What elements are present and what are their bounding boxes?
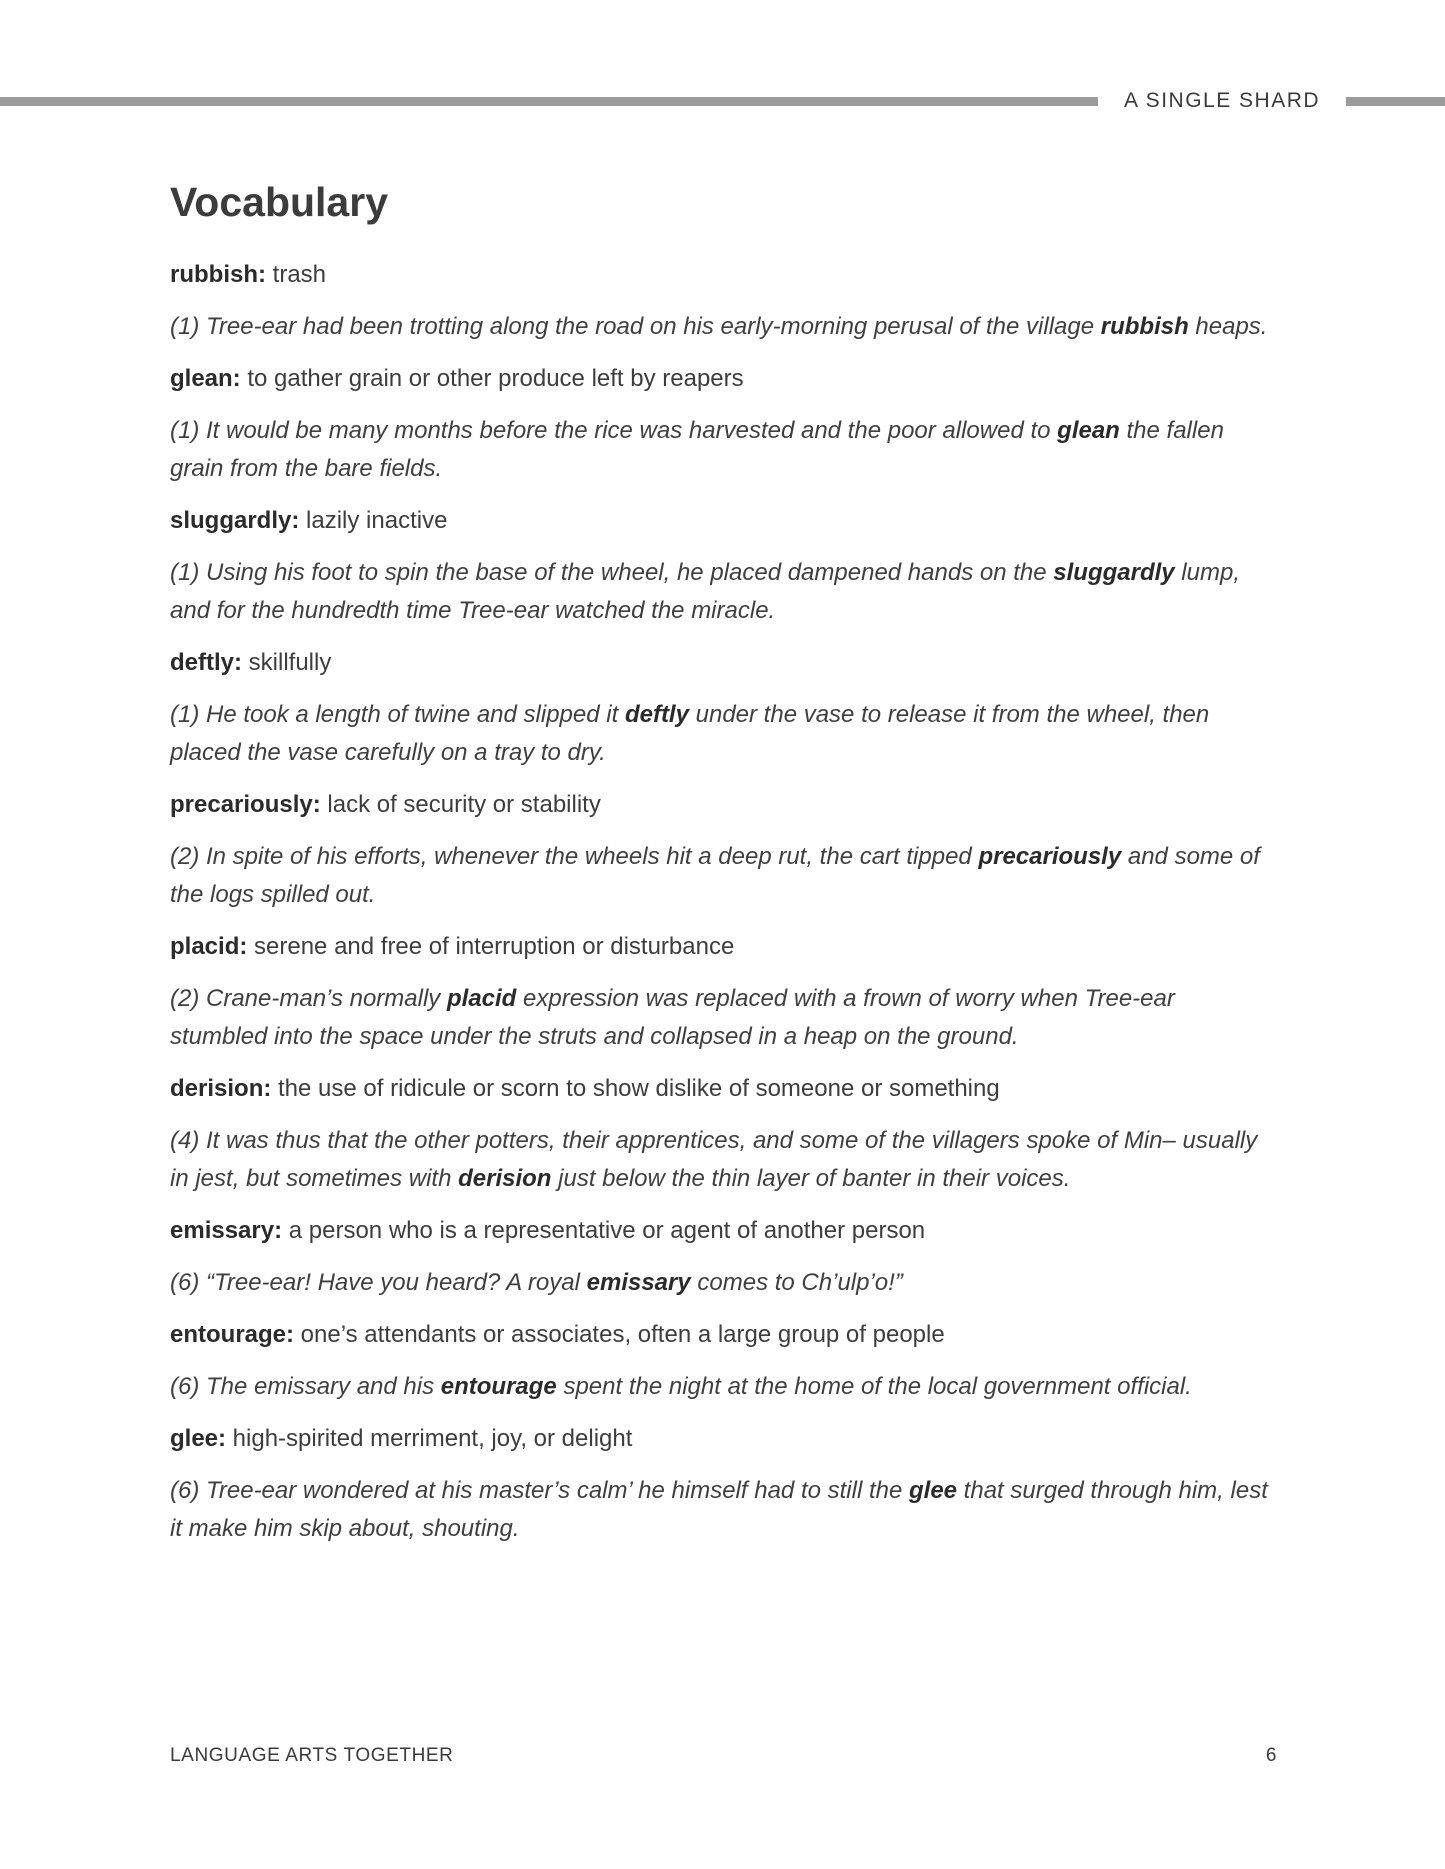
term-definition-line: glee: high-spirited merriment, joy, or delight bbox=[170, 1425, 633, 1452]
highlighted-vocab-word: emissary bbox=[586, 1269, 691, 1296]
example-text: (2) Crane-man’s normally bbox=[170, 985, 447, 1012]
footer-brand: LANGUAGE ARTS TOGETHER bbox=[170, 1745, 454, 1766]
example-text: comes to Ch’ulp’o!” bbox=[690, 1269, 903, 1296]
example-text: and some of the logs spilled out. bbox=[170, 843, 1260, 908]
vocab-term: derision: bbox=[170, 1075, 272, 1102]
term-definition-line: glean: to gather grain or other produce left by reapers bbox=[170, 365, 744, 392]
term-definition-line: placid: serene and free of interruption or disturbance bbox=[170, 933, 735, 960]
vocab-entry bbox=[170, 1420, 1270, 1548]
term-definition-line: rubbish: trash bbox=[170, 261, 327, 288]
header-rule-left bbox=[0, 97, 1098, 106]
page-footer bbox=[170, 1745, 1277, 1767]
vocab-entry bbox=[170, 1070, 1270, 1198]
example-text: lump, and for the hundredth time Tree-ear watched the miracle. bbox=[170, 559, 1240, 624]
example-text: (6) The emissary and his bbox=[170, 1373, 441, 1400]
example-sentence bbox=[170, 554, 1270, 630]
highlighted-vocab-word: deftly bbox=[624, 701, 689, 728]
vocab-term: emissary: bbox=[170, 1217, 283, 1244]
vocab-term: deftly: bbox=[170, 649, 242, 676]
running-head-book-title: A SINGLE SHARD bbox=[1124, 89, 1321, 112]
term-definition-line: sluggardly: lazily inactive bbox=[170, 507, 448, 534]
highlighted-vocab-word: precariously bbox=[978, 843, 1122, 870]
example-text: under the vase to release it from the wheel, then placed the vase carefully on a tray to dry. bbox=[170, 701, 1210, 766]
term-definition-line: entourage: one’s attendants or associates, often a large group of people bbox=[170, 1321, 945, 1348]
example-sentence bbox=[170, 980, 1270, 1056]
example-sentence bbox=[170, 1368, 1270, 1406]
vocab-term: precariously: bbox=[170, 791, 321, 818]
vocab-entry bbox=[170, 928, 1270, 1056]
term-definition-line: deftly: skillfully bbox=[170, 649, 332, 676]
vocab-entry bbox=[170, 256, 1270, 346]
vocab-term: placid: bbox=[170, 933, 248, 960]
highlighted-vocab-word: sluggardly bbox=[1053, 559, 1175, 586]
example-text: expression was replaced with a frown of worry when Tree-ear stumbled into the space under the struts and collapsed in a heap on the ground. bbox=[170, 985, 1175, 1050]
example-text: spent the night at the home of the local government official. bbox=[556, 1373, 1192, 1400]
example-sentence bbox=[170, 308, 1270, 346]
vocab-entry bbox=[170, 786, 1270, 914]
highlighted-vocab-word: derision bbox=[458, 1165, 552, 1192]
vocab-entry bbox=[170, 1212, 1270, 1302]
example-text: just below the thin layer of banter in their voices. bbox=[551, 1165, 1071, 1192]
example-sentence bbox=[170, 696, 1270, 772]
term-definition-line: emissary: a person who is a representative or agent of another person bbox=[170, 1217, 926, 1244]
header-rule-right bbox=[1346, 97, 1445, 106]
page-title: Vocabulary bbox=[170, 179, 388, 225]
page-number: 6 bbox=[1265, 1745, 1277, 1766]
vocab-term: glean: bbox=[170, 365, 241, 392]
term-definition-line: derision: the use of ridicule or scorn to show dislike of someone or something bbox=[170, 1075, 1000, 1102]
page-content bbox=[170, 178, 1270, 1562]
vocab-entry bbox=[170, 360, 1270, 488]
vocab-term: sluggardly: bbox=[170, 507, 300, 534]
example-sentence bbox=[170, 412, 1270, 488]
highlighted-vocab-word: rubbish bbox=[1100, 313, 1189, 340]
example-text: (4) It was thus that the other potters, their apprentices, and some of the villagers spoke of Min– usually in jest, but sometimes with bbox=[170, 1127, 1258, 1192]
example-text: heaps. bbox=[1188, 313, 1268, 340]
example-sentence bbox=[170, 1122, 1270, 1198]
vocab-term: glee: bbox=[170, 1425, 227, 1452]
example-text: the fallen grain from the bare fields. bbox=[170, 417, 1224, 482]
example-text: (1) Using his foot to spin the base of the wheel, he placed dampened hands on the bbox=[170, 559, 1054, 586]
vocab-entry bbox=[170, 502, 1270, 630]
highlighted-vocab-word: glean bbox=[1057, 417, 1120, 444]
example-text: (1) It would be many months before the rice was harvested and the poor allowed to bbox=[170, 417, 1058, 444]
vocab-entry bbox=[170, 1316, 1270, 1406]
example-text: (6) Tree-ear wondered at his master’s calm’ he himself had to still the bbox=[170, 1477, 909, 1504]
example-text: (6) “Tree-ear! Have you heard? A royal bbox=[170, 1269, 587, 1296]
example-text: (1) He took a length of twine and slipped it bbox=[170, 701, 625, 728]
vocab-entry bbox=[170, 644, 1270, 772]
example-sentence bbox=[170, 1264, 1270, 1302]
vocab-term: entourage: bbox=[170, 1321, 295, 1348]
example-text: that surged through him, lest it make him skip about, shouting. bbox=[170, 1477, 1268, 1542]
example-text: (2) In spite of his efforts, whenever the wheels hit a deep rut, the cart tipped bbox=[170, 843, 979, 870]
highlighted-vocab-word: glee bbox=[908, 1477, 958, 1504]
page-header bbox=[0, 90, 1445, 112]
highlighted-vocab-word: placid bbox=[446, 985, 517, 1012]
vocab-entry-list bbox=[170, 256, 1270, 1548]
vocab-term: rubbish: bbox=[170, 261, 266, 288]
example-sentence bbox=[170, 1472, 1270, 1548]
example-text: (1) Tree-ear had been trotting along the road on his early-morning perusal of the village bbox=[170, 313, 1101, 340]
term-definition-line: precariously: lack of security or stability bbox=[170, 791, 601, 818]
highlighted-vocab-word: entourage bbox=[440, 1373, 557, 1400]
example-sentence bbox=[170, 838, 1270, 914]
